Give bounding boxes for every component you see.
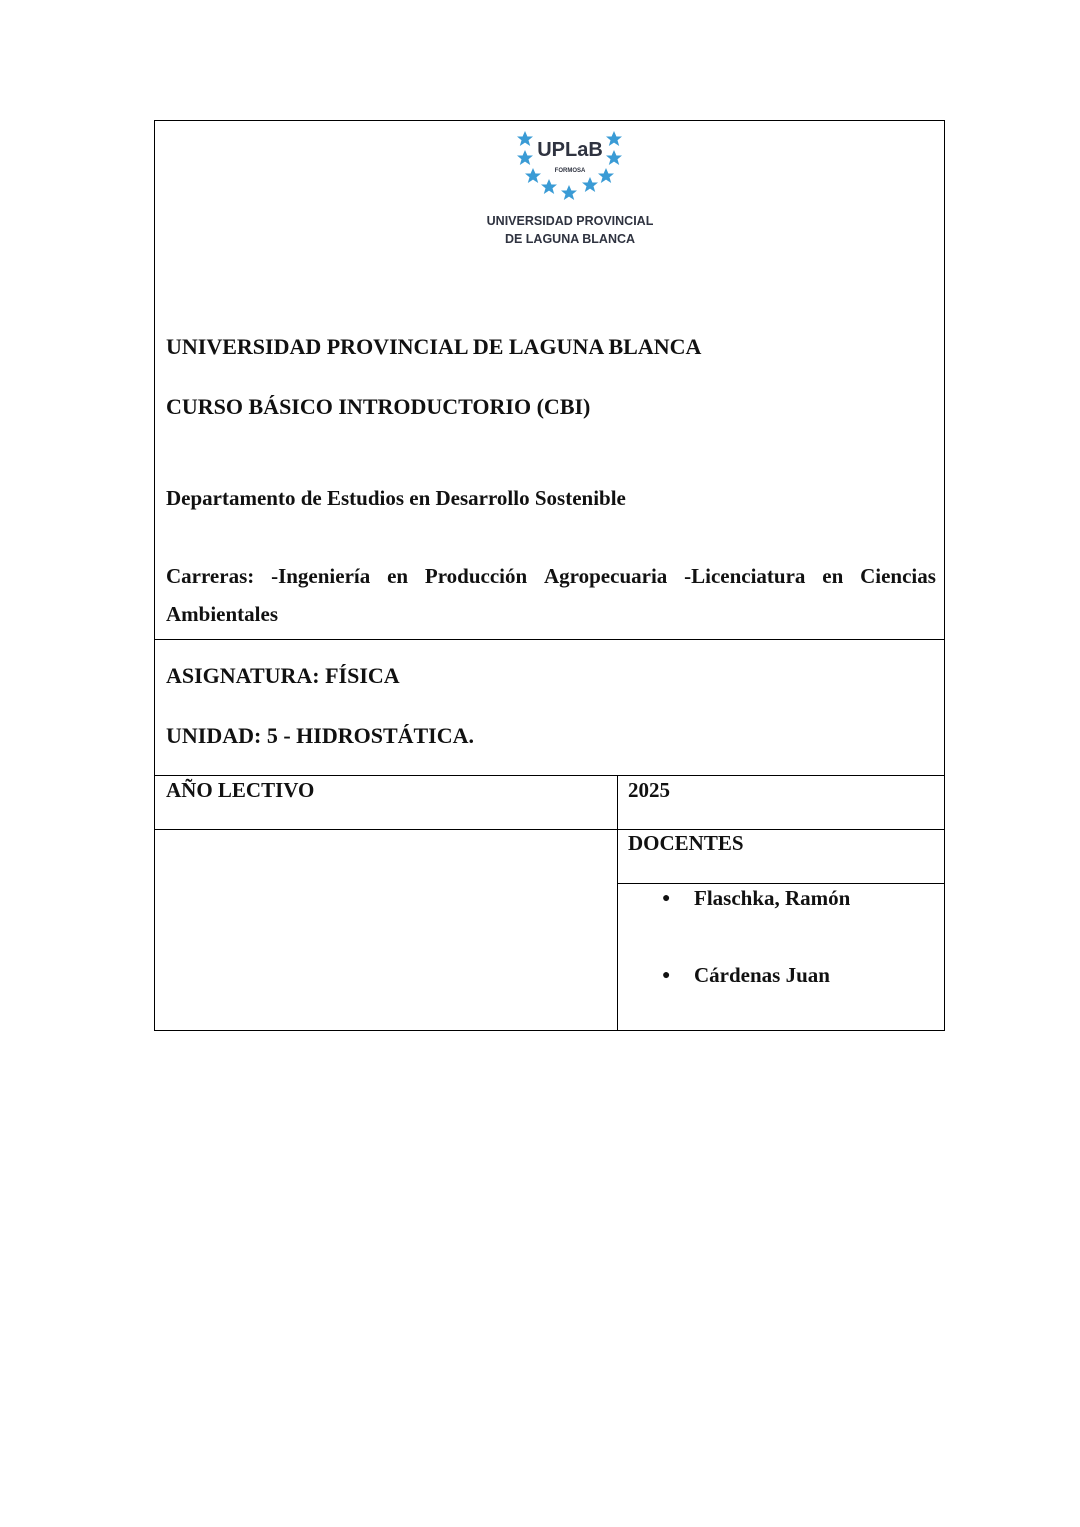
star-icon [517, 131, 533, 146]
teachers-header-divider [617, 883, 945, 884]
logo-name-line1: UNIVERSIDAD PROVINCIAL [486, 214, 654, 228]
star-icon [598, 168, 614, 183]
star-icon [606, 150, 622, 165]
year-label: AÑO LECTIVO [166, 778, 315, 802]
bullet-icon: ● [662, 891, 671, 906]
careers-word: en [822, 564, 844, 588]
careers-word: Agropecuaria [544, 564, 668, 588]
star-icon [525, 168, 541, 183]
table-column-divider [617, 775, 618, 1031]
table-top-border [154, 775, 945, 776]
logo-city: FORMOSA [554, 168, 586, 174]
careers-line [166, 566, 936, 587]
teacher-item: Flaschka, Ramón [694, 886, 851, 910]
logo-name-line2: DE LAGUNA BLANCA [504, 232, 636, 246]
careers-word: Carreras: [166, 564, 255, 588]
star-icon [541, 179, 557, 194]
logo-acronym: UPLaB [537, 139, 603, 161]
careers-word: -Ingeniería [271, 564, 371, 588]
course-title: CURSO BÁSICO INTRODUCTORIO (CBI) [166, 394, 591, 419]
star-icon [517, 150, 533, 165]
year-value: 2025 [628, 778, 670, 802]
university-title: UNIVERSIDAD PROVINCIAL DE LAGUNA BLANCA [166, 334, 702, 359]
star-icon [606, 131, 622, 146]
star-icon [582, 177, 598, 192]
department-name: Departamento de Estudios en Desarrollo Sostenible [166, 486, 626, 510]
logo-emblem [480, 127, 660, 217]
teacher-item: Cárdenas Juan [694, 963, 830, 987]
careers-word: Ciencias [860, 564, 936, 588]
careers-line-2: Ambientales [166, 602, 278, 626]
star-icon [561, 185, 577, 200]
teachers-label: DOCENTES [628, 831, 744, 855]
careers-word: -Licenciatura [684, 564, 806, 588]
university-logo [480, 127, 660, 252]
unit-title: UNIDAD: 5 - HIDROSTÁTICA. [166, 723, 475, 748]
section-divider [154, 639, 945, 640]
bullet-icon: ● [662, 968, 671, 983]
careers-word: Producción [424, 564, 528, 588]
subject-title: ASIGNATURA: FÍSICA [166, 663, 400, 688]
table-row-divider [154, 829, 945, 830]
careers-word: en [387, 564, 409, 588]
